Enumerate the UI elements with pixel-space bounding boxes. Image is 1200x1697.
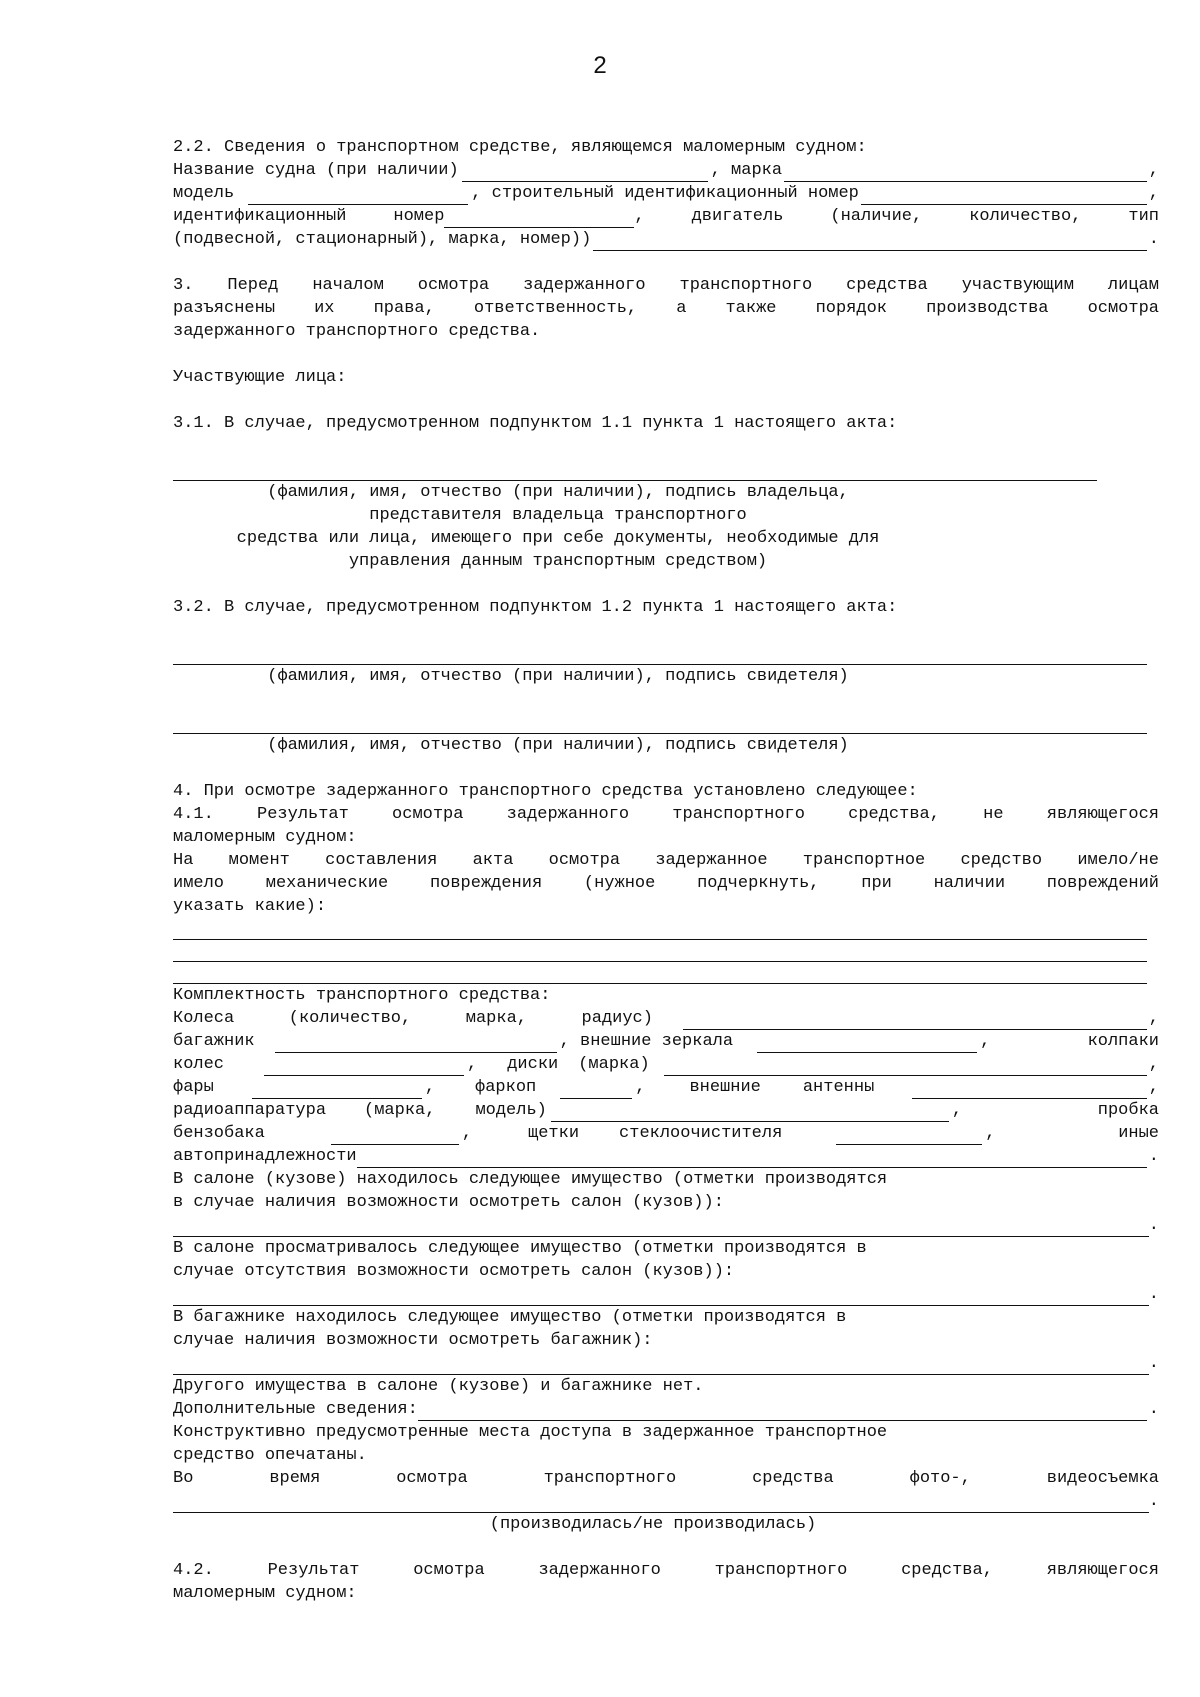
text: , [1148,1055,1159,1074]
text: момент [228,851,290,870]
text: Дополнительные сведения: [173,1400,418,1419]
text: . [1148,1147,1159,1166]
witness-signature-caption: (фамилия, имя, отчество (при наличии), подпись свидетеля) [267,736,849,755]
text: радиоаппаратура [173,1101,327,1120]
vessel-id-field[interactable] [444,210,634,228]
build-id-field[interactable] [861,187,1147,205]
antennas-field[interactable] [912,1081,1147,1099]
text: задержанного [506,805,630,824]
text-line [173,1168,1159,1191]
text-line [173,1582,1159,1605]
text: видеосъемка [1046,1469,1159,1488]
witness-signature-field[interactable] [173,711,1147,734]
text-line [173,1306,1159,1329]
text: . [1148,1285,1159,1304]
radio-line [173,1099,1159,1122]
text: задержанного транспортного средства. [173,322,541,341]
accessories-field[interactable] [357,1150,1147,1168]
vessel-id-line [173,205,1159,228]
text: , [985,1124,996,1143]
text: средство опечатаны. [173,1446,367,1465]
text: не [983,805,1004,824]
mirrors-field[interactable] [757,1035,977,1053]
text: осмотра [396,1469,468,1488]
text: Комплектность транспортного средства: [173,986,551,1005]
text: права, [373,299,435,318]
text: автопринадлежности [173,1147,357,1166]
label: номер [393,207,445,226]
text: внешние [689,1078,761,1097]
text: подчеркнуть, [697,874,820,893]
text: 4. При осмотре задержанного транспортного средства установлено следующее: [173,782,918,801]
text-line [173,1260,1159,1283]
rims-field[interactable] [664,1058,1147,1076]
text: являющегося [1046,805,1159,824]
text: транспортного [543,1469,677,1488]
wheel-caps-field[interactable] [264,1058,464,1076]
text: средства, [848,805,940,824]
wipers-field[interactable] [836,1127,982,1145]
text: На [173,851,194,870]
text: ответственность, [473,299,638,318]
text: составления [325,851,438,870]
damage-field[interactable] [173,940,1147,962]
photo-line [173,1490,1159,1513]
text: осмотра [417,276,490,295]
text: время [269,1469,321,1488]
vessel-model-field[interactable] [248,187,468,205]
damage-field[interactable] [173,962,1147,984]
text: (марка, [364,1101,436,1120]
text: средства [752,1469,834,1488]
text-line [173,1191,1159,1214]
text: являющегося [1046,1561,1159,1580]
fuel-cap-field[interactable] [331,1127,459,1145]
text: Перед [227,276,279,295]
text-line [173,1444,1159,1467]
text: марка, [465,1009,527,1028]
text: повреждений [1046,874,1159,893]
text-line [173,826,1159,849]
label: двигатель [691,207,784,226]
text: Конструктивно предусмотренные места доступа в задержанное транспортное [173,1423,888,1442]
text: задержанного [538,1561,661,1580]
label: , [1148,184,1159,203]
label: модель [173,184,235,203]
text: диски [507,1055,559,1074]
radio-field[interactable] [551,1104,949,1122]
text: , внешние зеркала [559,1032,734,1051]
engine-line [173,228,1159,251]
text-line [173,1467,1159,1490]
text: также [725,299,777,318]
accessories-line [173,1145,1159,1168]
text: В салоне (кузове) находилось следующее имущество (отметки производятся [173,1170,888,1189]
text: в случае наличия возможности осмотреть салон (кузов)): [173,1193,724,1212]
text: средство [960,851,1043,870]
text: имело [173,874,225,893]
text: колпаки [1087,1032,1159,1051]
label: Название судна (при наличии) [173,161,459,180]
text-line [173,297,1159,320]
trunk-field[interactable] [275,1035,557,1053]
text: антенны [802,1078,875,1097]
text: (количество, [288,1009,412,1028]
section-4 [173,780,1159,803]
text: транспортного [679,276,813,295]
text: порядок [815,299,887,318]
text: указать какие): [173,897,327,916]
text: (марка) [578,1055,650,1074]
text: имело/не [1077,851,1159,870]
text-line [173,872,1159,895]
text: 3. [173,276,194,295]
text-line: 2.2. Сведения о транспортном средстве, являющемся маломерным судном: [173,138,867,157]
label: , марка [710,161,783,180]
text: осмотра [548,851,621,870]
owner-signature-caption: управления данным транспортным средством) [348,552,768,571]
text: , [424,1078,436,1097]
text: стеклоочистителя [619,1124,783,1143]
section-3-2 [173,596,1159,619]
text: модель) [475,1101,547,1120]
text: разъяснены [173,299,276,318]
witness-signature-field[interactable] [173,642,1147,665]
text: , [467,1055,478,1074]
text: , [1148,1009,1159,1028]
text: , [1148,1078,1159,1097]
text: фото-, [909,1469,971,1488]
text-line [173,1375,1159,1398]
wheel-caps-line [173,1053,1159,1076]
section-4-2 [173,1559,1159,1582]
text: задержанное [655,851,768,870]
text: Во [173,1469,194,1488]
text: началом [312,276,384,295]
salon-visible-line [173,1283,1159,1306]
photo-caption: (производилась/не производилась) [489,1515,817,1534]
wheels-line [173,1007,1159,1030]
text: радиус) [581,1009,653,1028]
owner-signature-caption: представителя владельца транспортного [369,506,747,525]
extra-info-line [173,1398,1159,1421]
label: . [1148,230,1159,249]
page-number: 2 [593,52,607,79]
text: 4.2. [173,1561,214,1580]
text: В багажнике находилось следующее имущество (отметки производятся в [173,1308,847,1327]
participants-heading [173,366,1159,389]
owner-signature-field[interactable] [173,458,1097,481]
text-line [173,1421,1159,1444]
text: Колеса [173,1009,235,1028]
text: случае отсутствия возможности осмотреть салон (кузов)): [173,1262,735,1281]
text: транспортное [802,851,926,870]
text: маломерным судном: [173,828,357,847]
engine-field[interactable] [593,233,1147,251]
text: транспортного [672,805,805,824]
text: Результат [257,805,349,824]
text: , [980,1032,991,1051]
tank-line [173,1122,1159,1145]
salon-visible-field[interactable] [173,1288,1149,1306]
owner-signature-caption: средства или лица, имеющего при себе документы, необходимые для [236,529,880,548]
text: щетки [528,1124,580,1143]
text-line [173,274,1159,297]
text: (нужное [583,874,656,893]
trunk-items-line [173,1352,1159,1375]
text: случае наличия возможности осмотреть багажник): [173,1331,653,1350]
text-line [173,1329,1159,1352]
wheels-field[interactable] [683,1012,1147,1030]
text-line [173,1237,1159,1260]
text: лицам [1107,276,1159,295]
photo-field[interactable] [173,1495,1149,1513]
text: наличии [933,874,1006,893]
vessel-heading [173,136,1159,159]
owner-signature-caption: (фамилия, имя, отчество (при наличии), подпись владельца, [267,483,849,502]
text: 3.1. В случае, предусмотренном подпунктом 1.1 пункта 1 настоящего акта: [173,414,898,433]
text: , [461,1124,473,1143]
text: Результат [267,1561,360,1580]
completeness-heading [173,984,1159,1007]
salon-items-field[interactable] [173,1219,1149,1237]
label: тип [1128,207,1159,226]
label: , [1148,161,1159,180]
text: . [1148,1354,1159,1373]
label: идентификационный [173,207,347,226]
lights-field[interactable] [252,1081,422,1099]
text: фары [173,1078,214,1097]
vessel-brand-field[interactable] [784,164,1147,182]
text: . [1148,1216,1159,1235]
text: транспортного [714,1561,848,1580]
text: осмотра [413,1561,485,1580]
damage-field[interactable] [173,918,1147,940]
vessel-model-line [173,182,1159,205]
trunk-items-field[interactable] [173,1357,1149,1375]
text: Другого имущества в салоне (кузове) и багажнике нет. [173,1377,704,1396]
text: . [1148,1400,1159,1419]
text-line [173,895,1159,918]
text: их [314,299,335,318]
vessel-name-field[interactable] [462,164,708,182]
text-line [173,849,1159,872]
trunk-line [173,1030,1159,1053]
towbar-field[interactable] [560,1081,632,1099]
text: , [635,1078,646,1097]
label: , [634,207,645,226]
text: осмотра [392,805,464,824]
text: средства [846,276,928,295]
text-line [173,803,1159,826]
text: 4.1. [173,805,214,824]
text: бензобака [173,1124,265,1143]
text: задержанного [523,276,646,295]
text: фаркоп [475,1078,537,1097]
text: колес [173,1055,225,1074]
label: (подвесной, стационарный), марка, номер)) [173,230,592,249]
text: осмотра [1087,299,1159,318]
text: иные [1118,1124,1159,1143]
text: Участвующие лица: [173,368,347,387]
text: пробка [1097,1101,1159,1120]
text: средства, [901,1561,993,1580]
text: маломерным судном: [173,1584,357,1603]
vessel-name-line [173,159,1159,182]
witness-signature-caption: (фамилия, имя, отчество (при наличии), подпись свидетеля) [267,667,849,686]
label: (наличие, [830,207,923,226]
salon-items-line [173,1214,1159,1237]
extra-info-field[interactable] [418,1403,1147,1421]
label: , строительный идентификационный номер [471,184,859,203]
text: участвующим [961,276,1074,295]
text: производства [926,299,1049,318]
text: В салоне просматривалось следующее имущество (отметки производятся в [173,1239,867,1258]
text: при [861,874,892,893]
text: акта [472,851,514,870]
section-3-1 [173,412,1159,435]
lights-line [173,1076,1159,1099]
text: механические [265,874,389,893]
text: 3.2. В случае, предусмотренном подпунктом 1.2 пункта 1 настоящего акта: [173,598,898,617]
text: . [1148,1492,1159,1511]
text: , [951,1101,963,1120]
text: а [676,299,687,318]
text: багажник [173,1032,255,1051]
text: повреждения [429,874,543,893]
text-line [173,320,1159,343]
label: количество, [969,207,1082,226]
document-body [173,136,1159,1605]
